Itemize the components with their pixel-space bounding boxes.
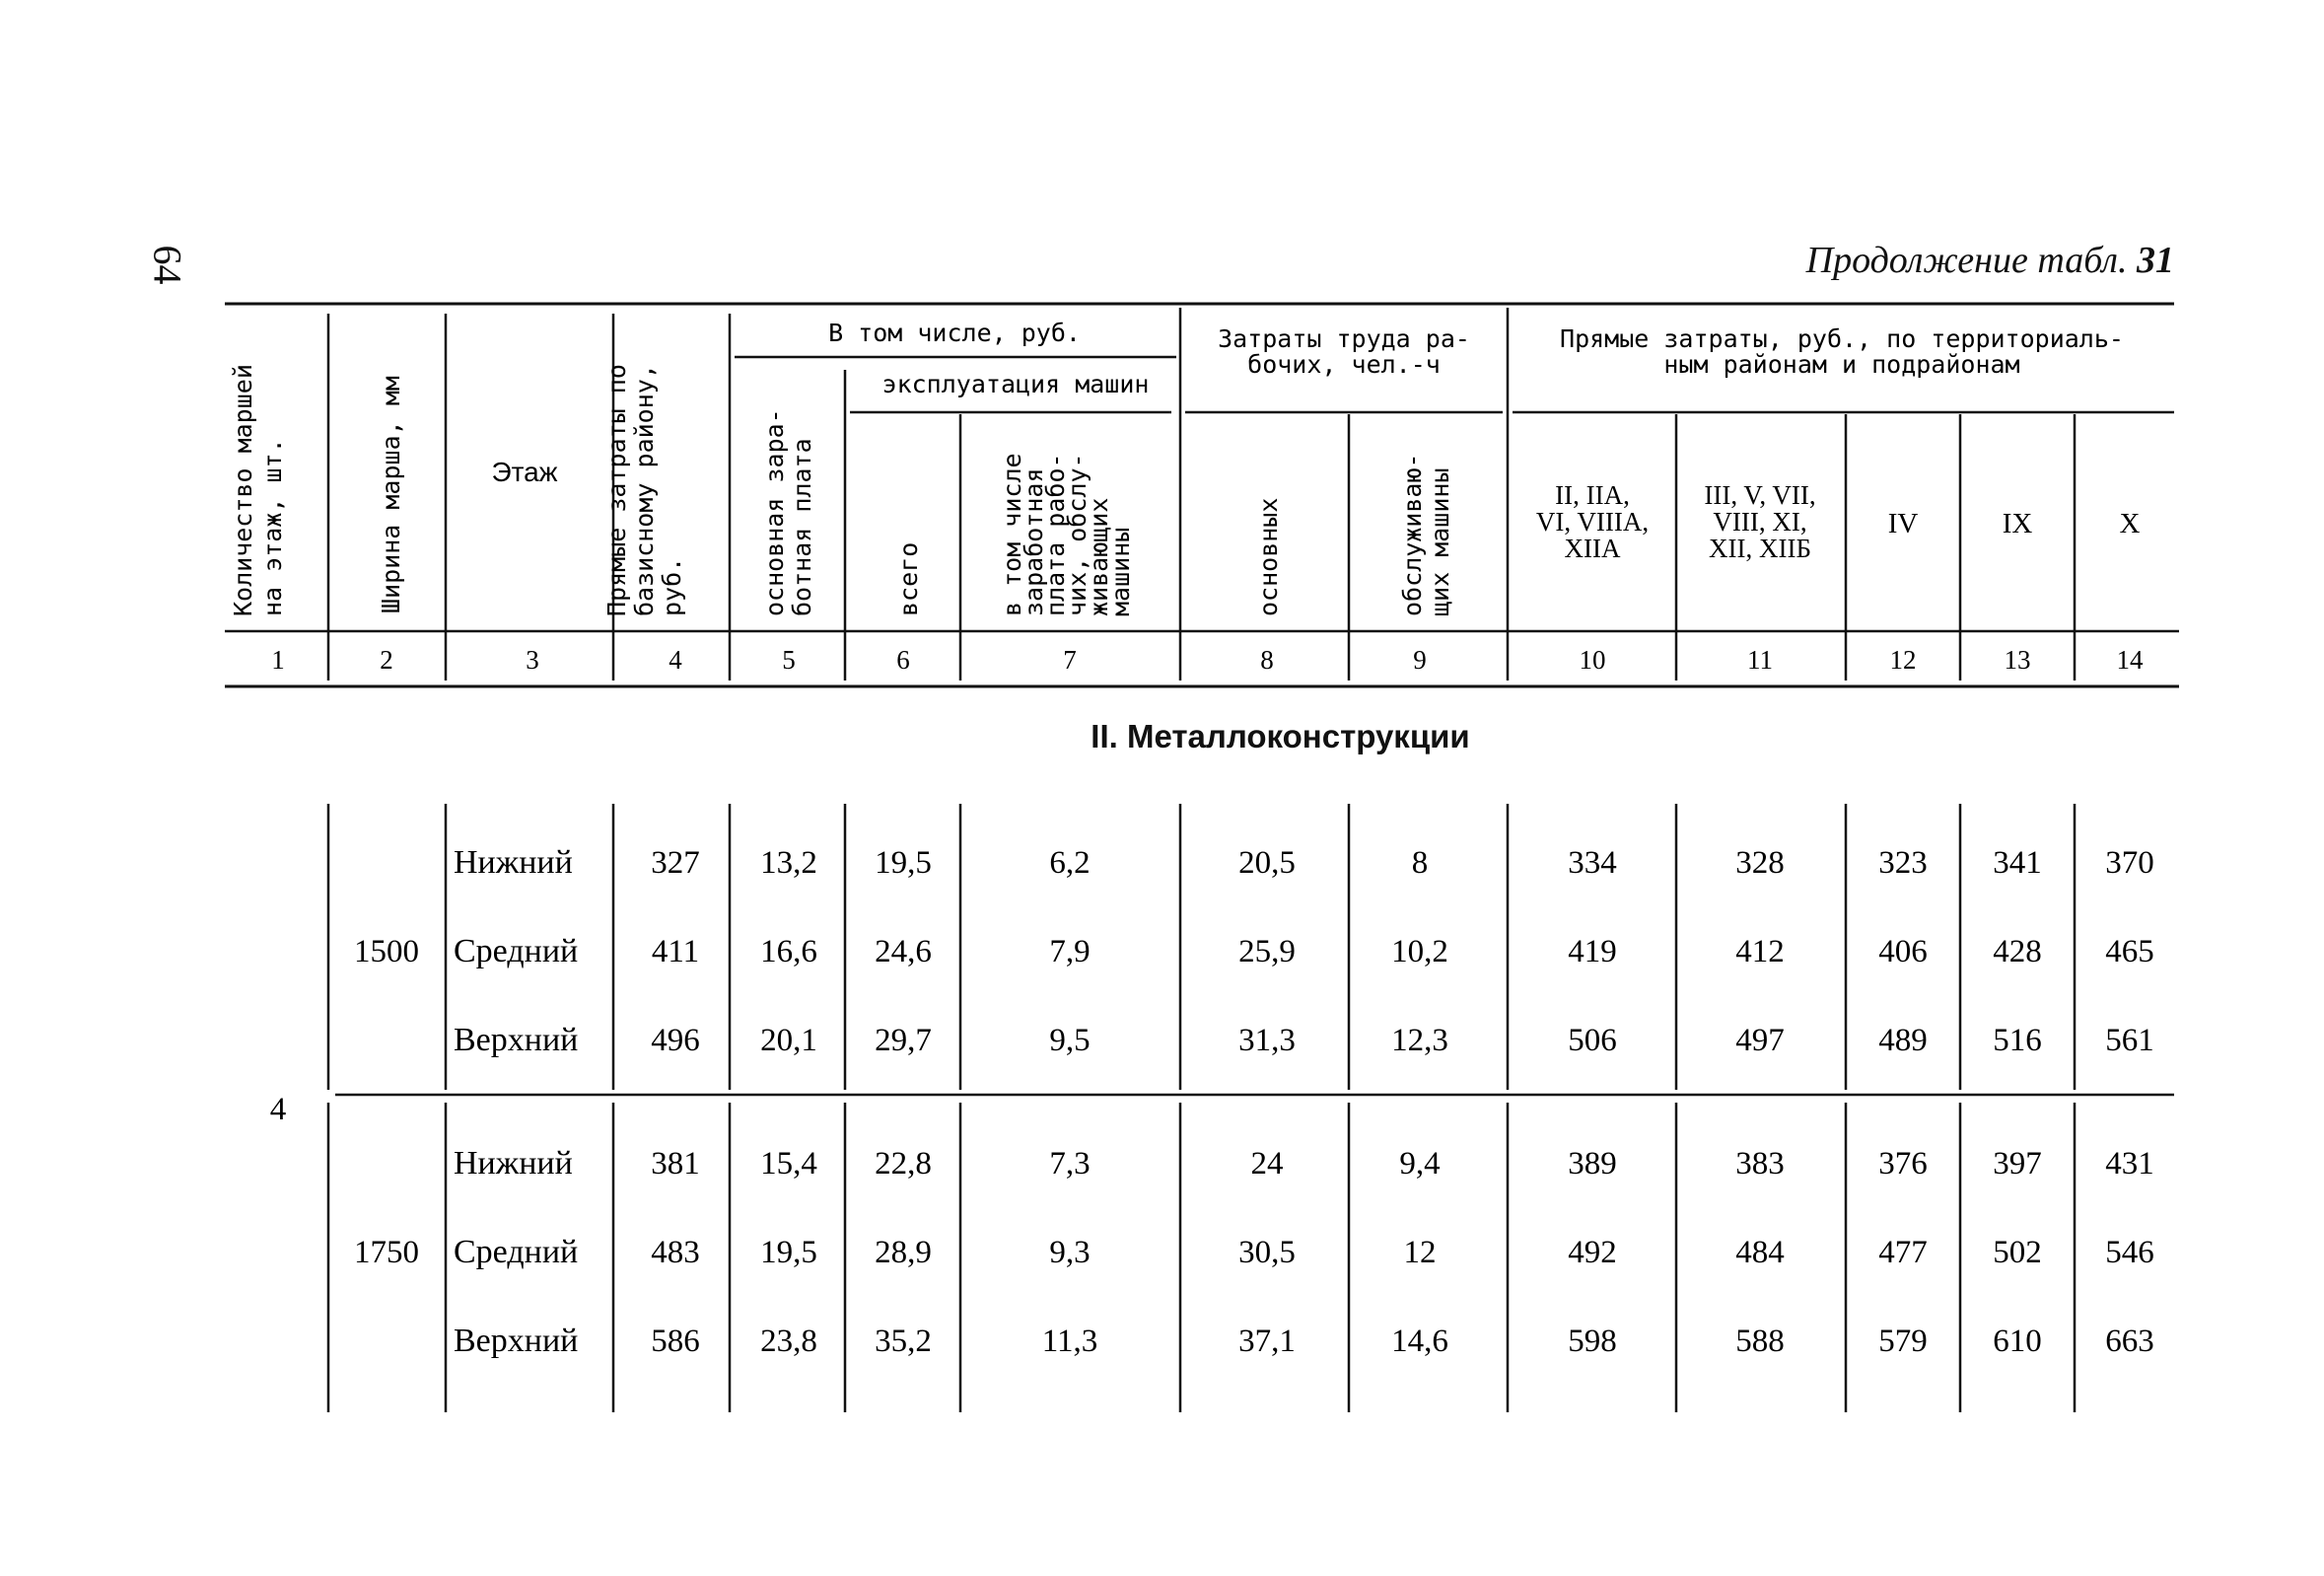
table-cell: 428 [1993,934,2042,969]
header-line: щих машины [1426,467,1454,616]
table-cell: 383 [1735,1146,1785,1182]
table-cell: 19,5 [760,1235,817,1270]
column-number: 4 [669,645,682,675]
header-group-machines: эксплуатация машин [881,370,1150,398]
column-number: 13 [2004,645,2031,675]
header-col7 [998,453,1135,616]
table-cell: 28,9 [875,1235,932,1270]
table-cell: 341 [1993,845,2042,881]
header-col8: основных [1254,497,1283,616]
floor-label: Верхний [454,1022,579,1058]
table-cell: 381 [651,1146,700,1182]
table-cell: 370 [2105,845,2154,881]
column-number: 10 [1579,645,1606,675]
table-cell: 12,3 [1391,1023,1448,1058]
table-cell: 419 [1568,934,1617,969]
table-cell: 502 [1993,1235,2042,1270]
table-cell: 376 [1878,1146,1928,1182]
column-number: 14 [2116,645,2144,675]
header-line: VI, VIIIA, [1535,507,1650,537]
section-title: II. Металлоконструкции [1091,718,1470,754]
table-cell: 492 [1568,1235,1617,1270]
header-line: живающих [1085,497,1113,616]
table-cell: 10,2 [1391,934,1448,969]
column-number: 1 [271,645,285,675]
table-cell: 484 [1735,1235,1785,1270]
column-number: 11 [1747,645,1773,675]
table-cell: 561 [2105,1023,2154,1058]
floor-label: Средний [454,933,579,969]
table-cell: 35,2 [875,1324,932,1359]
table-cell: 29,7 [875,1023,932,1058]
header-line: в том числе [998,453,1026,616]
header-line: XII, XIIБ [1709,534,1811,563]
table-cell: 24 [1250,1146,1284,1182]
header-line: бочих, чел.-ч [1247,350,1441,379]
header-line: основная зара- [760,408,789,616]
continuation-label: Продолжение табл. [1805,240,2128,281]
header-col1 [229,364,287,616]
table-cell: 323 [1878,845,1928,881]
table-cell: 489 [1878,1023,1928,1058]
table-cell: 477 [1878,1235,1928,1270]
table-cell: 598 [1568,1324,1617,1359]
column-number: 7 [1063,645,1077,675]
header-col10 [1536,480,1649,563]
table-cell: 586 [651,1324,700,1359]
floor-label: Нижний [454,1145,573,1182]
header-col14: X [2119,508,2141,539]
header-line: ным районам и подрайонам [1663,350,2020,379]
header-line: Количество маршей [229,364,257,616]
header-line: базисному району, [630,364,659,616]
floor-label: Средний [454,1234,579,1270]
table-cell: 25,9 [1238,934,1296,969]
table-cell: 6,2 [1049,845,1091,881]
table-cell: 9,5 [1049,1023,1091,1058]
header-col11 [1704,480,1815,563]
table-cell: 327 [651,845,700,881]
table-cell: 31,3 [1238,1023,1296,1058]
table-cell: 546 [2105,1235,2154,1270]
table-cell: 14,6 [1391,1324,1448,1359]
header-line: VIII, XI, [1713,507,1807,537]
table-cell: 23,8 [760,1324,817,1359]
column-number: 5 [782,645,796,675]
header-group-labor [1218,324,1470,379]
table-cell: 389 [1568,1146,1617,1182]
header-line: III, V, VII, [1704,480,1816,510]
table-cell: 663 [2105,1324,2154,1359]
header-line: XIIA [1564,534,1621,563]
header-line: Прямые затраты, руб., по территориаль- [1560,324,2124,353]
table-cell: 465 [2105,934,2154,969]
header-line: Прямые затраты по [602,364,631,616]
table-cell: 406 [1878,934,1928,969]
column-number: 12 [1889,645,1917,675]
table-cell: 516 [1993,1023,2042,1058]
header-line: плата рабо- [1041,453,1070,616]
table-cell: 15,4 [760,1146,817,1182]
header-line: ботная плата [788,438,816,616]
table-cell: 12 [1403,1235,1437,1270]
table-cell: 412 [1735,934,1785,969]
table-cell: 9,3 [1049,1235,1091,1270]
header-line: чих, обслу- [1063,453,1092,616]
table-cell: 37,1 [1238,1324,1296,1359]
table-cell: 22,8 [875,1146,932,1182]
header-col12: IV [1887,508,1919,539]
header-line: руб. [658,556,686,616]
table-cell: 483 [651,1235,700,1270]
header-col4 [602,364,686,616]
floor-label: Верхний [454,1323,579,1359]
header-group-regions [1560,324,2124,379]
table-cell: 579 [1878,1324,1928,1359]
table-cell: 8 [1411,845,1429,881]
header-line: машины [1106,527,1135,616]
header-col13: IX [2002,508,2033,539]
table-cell: 7,9 [1049,934,1091,969]
column-number: 2 [380,645,393,675]
header-group-incl: В том числе, руб. [828,319,1081,347]
floor-label: Нижний [454,844,573,881]
table-cell: 11,3 [1041,1324,1098,1359]
march-width: 1500 [354,934,419,969]
table-cell: 610 [1993,1324,2042,1359]
table-cell: 7,3 [1049,1146,1091,1182]
table-cell: 431 [2105,1146,2154,1182]
table-cell: 334 [1568,845,1617,881]
header-line: обслуживаю- [1398,453,1427,616]
header-line: II, IIA, [1555,480,1630,510]
table-cell: 411 [651,934,700,969]
table-cell: 13,2 [760,845,817,881]
table-cell: 397 [1993,1146,2042,1182]
table-cell: 9,4 [1399,1146,1441,1182]
table-cell: 588 [1735,1324,1785,1359]
header-line: заработная [1020,467,1048,616]
column-number: 8 [1260,645,1274,675]
header-col9 [1398,453,1454,616]
table-cell: 16,6 [760,934,817,969]
table-cell: 30,5 [1238,1235,1296,1270]
header-col6: всего [894,541,923,616]
table-cell: 497 [1735,1023,1785,1058]
march-width: 1750 [354,1235,419,1270]
column-number: 9 [1413,645,1427,675]
table-cell: 20,1 [760,1023,817,1058]
header-col2: Ширина марша, мм [377,376,405,613]
table-cell: 328 [1735,845,1785,881]
table-cell: 20,5 [1238,845,1296,881]
page-number: 64 [145,245,190,285]
header-col3: Этаж [491,457,558,487]
table-cell: 506 [1568,1023,1617,1058]
marches-count: 4 [269,1092,287,1127]
table-cell: 19,5 [875,845,932,881]
header-col5 [760,408,816,616]
header-line: Затраты труда ра- [1218,324,1470,353]
table-number: 31 [2137,240,2174,281]
header-line: на этаж, шт. [258,438,287,616]
column-number: 6 [896,645,910,675]
column-number: 3 [526,645,539,675]
table-cell: 24,6 [875,934,932,969]
table-cell: 496 [651,1023,700,1058]
